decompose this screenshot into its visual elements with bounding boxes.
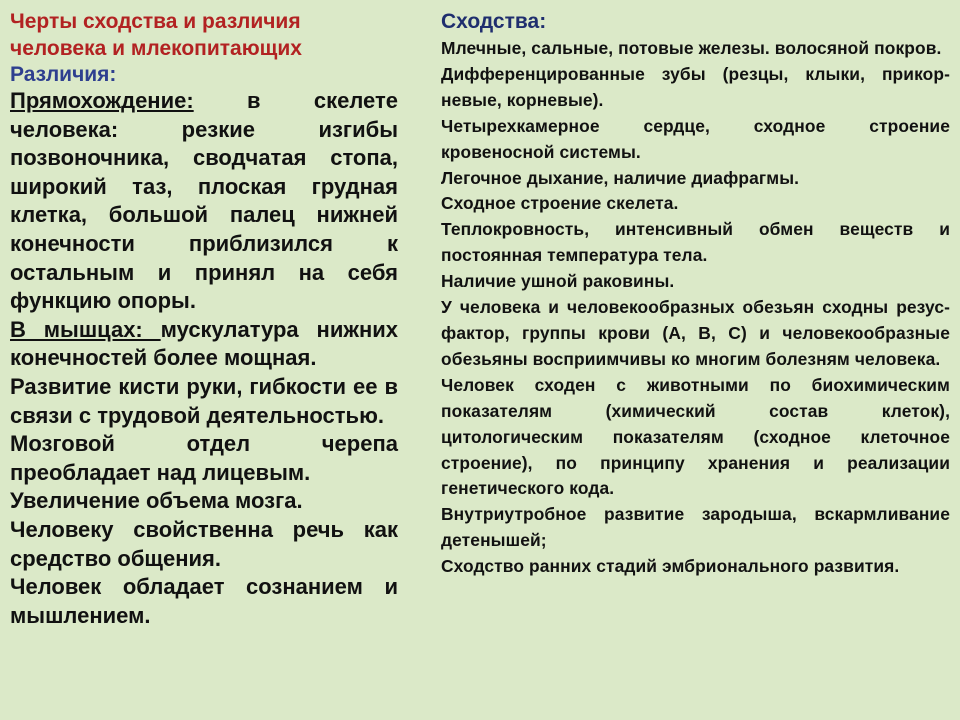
similarity-item: Человек сходен с животными по биохимическим показателям (химический состав клеток), цитологическим показателям (сходное клеточное строение), по принципу хранения и реализации генетического кода. bbox=[441, 374, 950, 499]
differences-heading: Различия: bbox=[10, 63, 117, 86]
similarity-item: У человека и человекообразных обезьян сходны резус-фактор, группы крови (А, В, С) и человекообразные обезьяны восприимчивы ко многим болезням человека. bbox=[441, 297, 950, 369]
difference-item-muscles bbox=[10, 316, 398, 373]
difference-item-consciousness: Человек обладает сознанием и мышлением. bbox=[10, 574, 398, 628]
difference-text-upright-walking: в скелете человека: резкие изгибы позвоночника, сводчатая стопа, широкий таз, плоская грудная клетка, большой палец нижней конечности приблизился к остальным и принял на себя функцию опоры. bbox=[10, 88, 398, 314]
slide-title: Черты сходства и различия человека и млекопитающих bbox=[10, 10, 302, 60]
similarity-item: Сходное строение скелета. bbox=[441, 193, 679, 214]
difference-item-hand: Развитие кисти руки, гибкости ее в связи с трудовой деятельностью. bbox=[10, 373, 398, 428]
difference-item-brain: Увеличение объема мозга. bbox=[10, 488, 303, 514]
difference-item-speech: Человеку свойственна речь как средство общения. bbox=[10, 516, 398, 571]
similarity-item: Млечные, сальные, потовые железы. волосяной покров. bbox=[441, 38, 942, 58]
difference-label-upright-walking: Прямохождение: bbox=[10, 88, 194, 113]
similarity-item: Теплокровность, интенсивный обмен веществ и постоянная температура тела. bbox=[441, 219, 950, 266]
similarity-item: Внутриутробное развитие зародыша, вскармливание детенышей; bbox=[441, 504, 950, 551]
similarity-item: Четырехкамерное сердце, сходное строение кровеносной системы. bbox=[441, 115, 950, 162]
similarities-heading: Сходства: bbox=[441, 10, 547, 33]
similarity-item: Сходство ранних стадий эмбрионального развития. bbox=[441, 556, 900, 577]
difference-text-muscles: мускулатура нижних конечностей более мощная. bbox=[10, 316, 398, 371]
similarity-item: Дифференцированные зубы (резцы, клыки, прикор-невые, корневые). bbox=[441, 63, 950, 110]
difference-item-skull: Мозговой отдел черепа преобладает над лицевым. bbox=[10, 431, 398, 485]
similarities-column bbox=[441, 8, 950, 580]
similarity-item: Наличие ушной раковины. bbox=[441, 271, 675, 292]
difference-label-muscles: В мышцах: bbox=[10, 316, 161, 342]
similarity-item: Легочное дыхание, наличие диафрагмы. bbox=[441, 167, 800, 188]
differences-column bbox=[10, 8, 398, 630]
difference-item-upright-walking bbox=[10, 87, 398, 316]
